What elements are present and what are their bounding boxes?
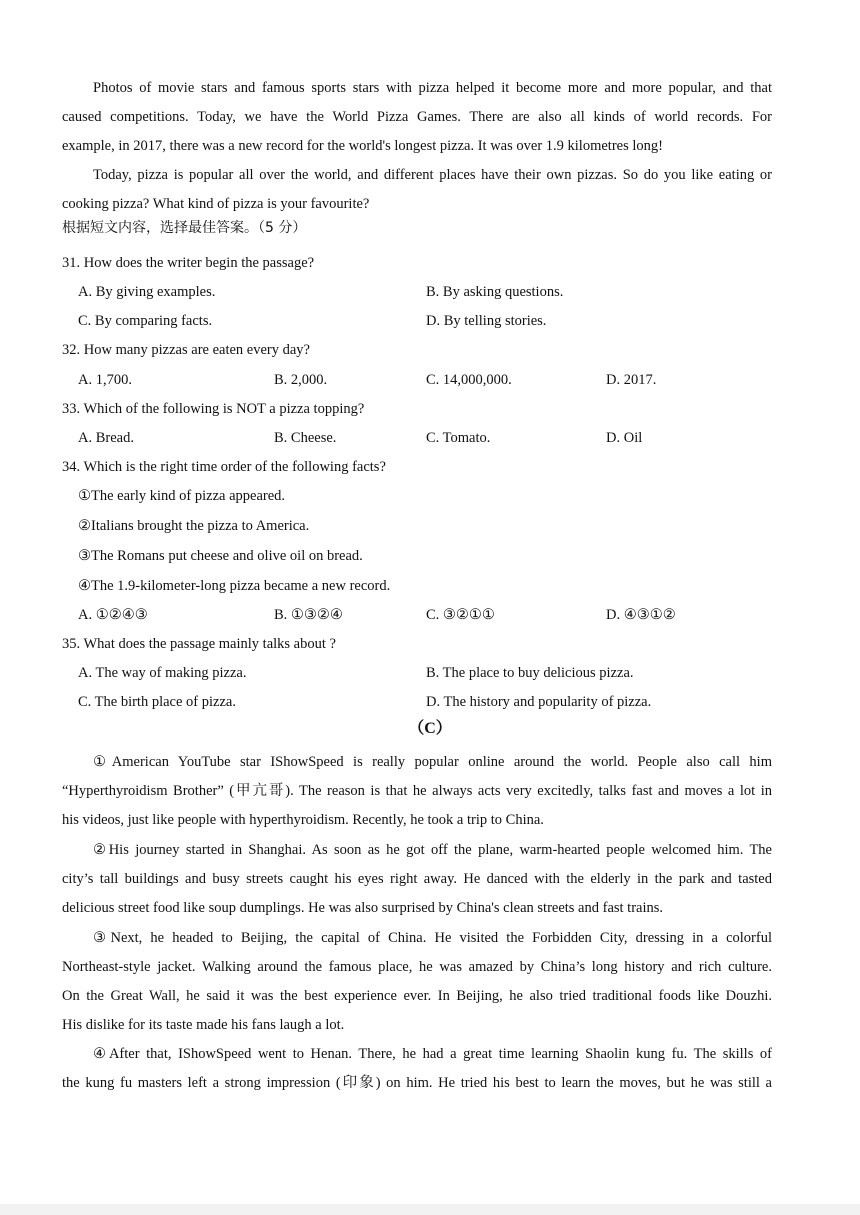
q34-fact-4: ④The 1.9-kilometer-long pizza became a new record. xyxy=(78,578,391,594)
q35-option-c[interactable]: C. The birth place of pizza. xyxy=(78,694,236,710)
q34-fact-2: ②Italians brought the pizza to America. xyxy=(78,518,310,534)
section-c-p3-line1: ③Next, he headed to Beijing, the capital of China. He visited the Forbidden City, dressing in a colorful xyxy=(93,930,772,946)
q34-fact-1: ①The early kind of pizza appeared. xyxy=(78,488,286,504)
q32-option-b[interactable]: B. 2,000. xyxy=(274,372,328,388)
q34-option-b[interactable]: B. ①③②④ xyxy=(274,607,343,623)
q35-stem: 35. What does the passage mainly talks about ? xyxy=(62,636,336,652)
section-c-p3-line4: His dislike for its taste made his fans laugh a lot. xyxy=(62,1017,345,1033)
q34-option-d[interactable]: D. ④③①② xyxy=(606,607,676,623)
q32-option-c[interactable]: C. 14,000,000. xyxy=(426,372,512,388)
q33-option-b[interactable]: B. Cheese. xyxy=(274,430,337,446)
q34-option-c[interactable]: C. ③②①① xyxy=(426,607,495,623)
section-c-p3-line3: On the Great Wall, he said it was the best experience ever. In Beijing, he also tried traditional foods like Douzhi. xyxy=(62,988,772,1004)
section-c-p2-line3: delicious street food like soup dumplings. He was also surprised by China's clean streets and fast trains. xyxy=(62,900,664,916)
section-c-p1-line2: “Hyperthyroidism Brother” (甲亢哥). The reason is that he always acts very excitedly, talks fast and moves a lot in xyxy=(62,783,772,799)
section-c-p2-line1: ②His journey started in Shanghai. As soon as he got off the plane, warm-hearted people welcomed him. The xyxy=(93,842,772,858)
passage-b-p2-line1: Today, pizza is popular all over the world, and different places have their own pizzas. So do you like eating or xyxy=(93,167,772,183)
q31-option-d[interactable]: D. By telling stories. xyxy=(426,313,547,329)
q34-option-a[interactable]: A. ①②④③ xyxy=(78,607,148,623)
page-bottom-edge xyxy=(0,1204,860,1215)
section-c-p3-line2: Northeast-style jacket. Walking around the famous place, he was amazed by China’s long history and rich culture. xyxy=(62,959,772,975)
q31-option-c[interactable]: C. By comparing facts. xyxy=(78,313,213,329)
q34-stem: 34. Which is the right time order of the following facts? xyxy=(62,459,386,475)
section-c-p4-line1: ④After that, IShowSpeed went to Henan. There, he had a great time learning Shaolin kung fu. The skills of xyxy=(93,1046,772,1062)
q31-option-a[interactable]: A. By giving examples. xyxy=(78,284,216,300)
passage-b-p1-line1: Photos of movie stars and famous sports stars with pizza helped it become more and more popular, and that xyxy=(93,80,772,96)
q32-stem: 32. How many pizzas are eaten every day? xyxy=(62,342,310,358)
q33-stem: 33. Which of the following is NOT a pizza topping? xyxy=(62,401,365,417)
section-c-p1-line3: his videos, just like people with hyperthyroidism. Recently, he took a trip to China. xyxy=(62,812,544,828)
q31-stem: 31. How does the writer begin the passage? xyxy=(62,255,315,271)
q32-option-a[interactable]: A. 1,700. xyxy=(78,372,132,388)
q35-option-d[interactable]: D. The history and popularity of pizza. xyxy=(426,694,652,710)
q32-option-d[interactable]: D. 2017. xyxy=(606,372,657,388)
instruction: 根据短文内容，选择最佳答案。（5 分） xyxy=(62,220,307,236)
q31-option-b[interactable]: B. By asking questions. xyxy=(426,284,564,300)
q35-option-a[interactable]: A. The way of making pizza. xyxy=(78,665,247,681)
passage-b-p1-line3: example, in 2017, there was a new record for the world's longest pizza. It was over 1.9 kilometres long! xyxy=(62,138,663,154)
section-c-p1-line1: ①American YouTube star IShowSpeed is really popular online around the world. People also call him xyxy=(93,754,772,770)
q33-option-a[interactable]: A. Bread. xyxy=(78,430,134,446)
passage-b-p2-line2: cooking pizza? What kind of pizza is your favourite? xyxy=(62,196,370,212)
section-c-heading: （C） xyxy=(408,720,452,737)
q35-option-b[interactable]: B. The place to buy delicious pizza. xyxy=(426,665,634,681)
q33-option-c[interactable]: C. Tomato. xyxy=(426,430,491,446)
q34-fact-3: ③The Romans put cheese and olive oil on bread. xyxy=(78,548,363,564)
q33-option-d[interactable]: D. Oil xyxy=(606,430,643,446)
section-c-p4-line2: the kung fu masters left a strong impression (印象) on him. He tried his best to learn the moves, but he was still a xyxy=(62,1075,772,1091)
passage-b-p1-line2: caused competitions. Today, we have the World Pizza Games. There are also all kinds of world records. For xyxy=(62,109,772,125)
section-c-p2-line2: city’s tall buildings and busy streets caught his eyes right away. He danced with the elderly in the park and tasted xyxy=(62,871,772,887)
